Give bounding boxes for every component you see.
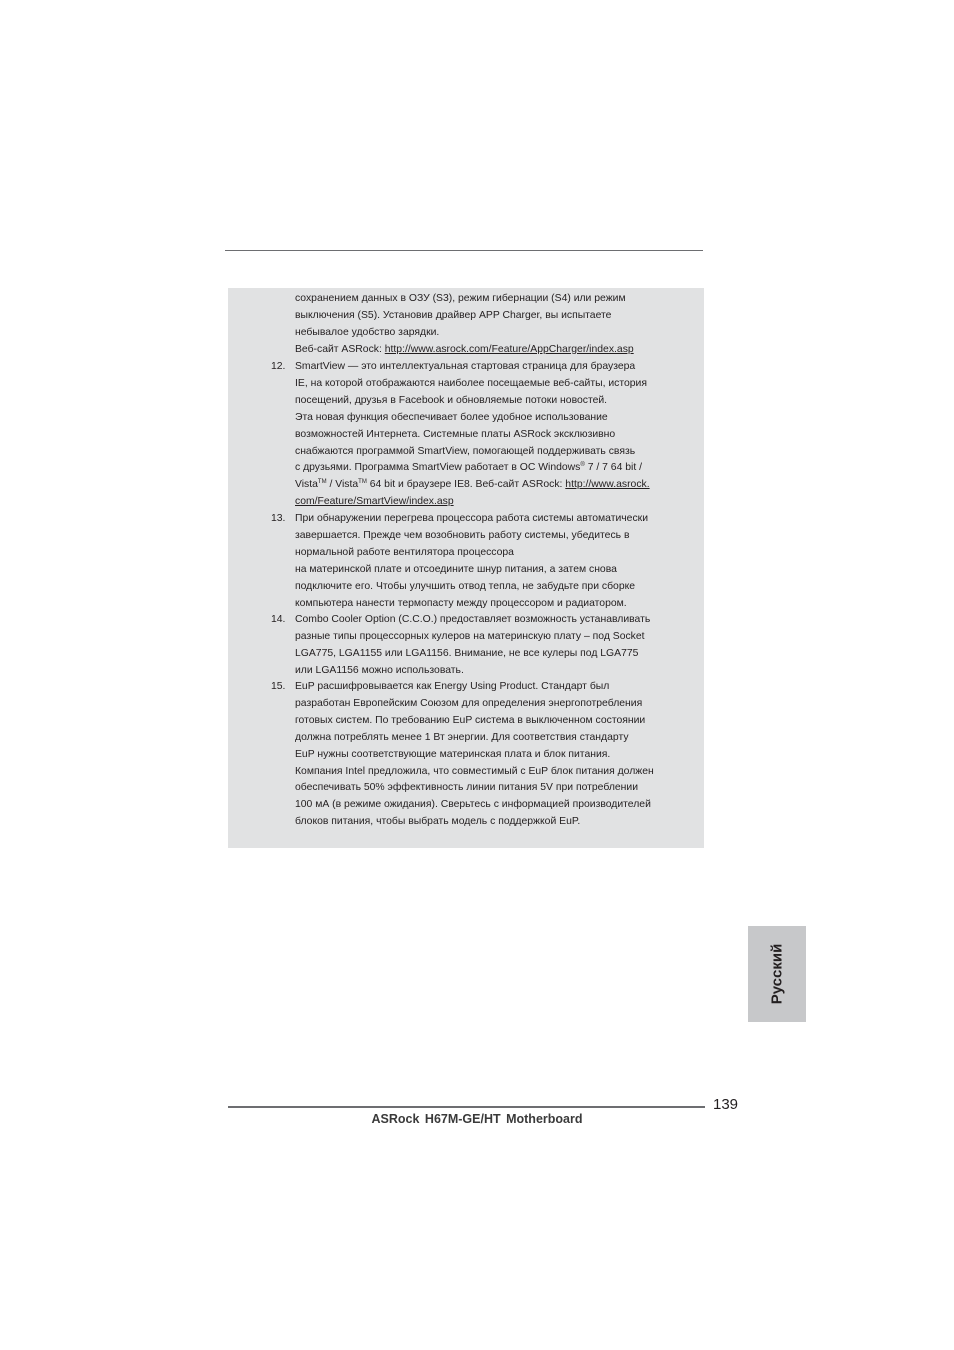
paragraph-line: IE, на которой отображаются наиболее посещаемые веб-сайты, история (295, 377, 647, 389)
item-number: 13. (271, 513, 286, 524)
appcharger-link[interactable]: http://www.asrock.com/Feature/AppCharger/index.asp (384, 343, 634, 355)
paragraph-line: небывалое удобство зарядки. (295, 326, 440, 338)
language-tab (748, 926, 806, 1022)
paragraph-line (295, 477, 650, 494)
paragraph-line: EuP расшифровывается как Energy Using Product. Стандарт был (295, 681, 610, 692)
paragraph-line: завершается. Прежде чем возобновить работу системы, убедитесь в (295, 529, 630, 541)
footer-title: ASRock H67M-GE/HT Motherboard (371, 1112, 583, 1126)
paragraph-line: или LGA1156 можно использовать. (295, 664, 464, 676)
smartview-link[interactable]: http://www.asrock. (565, 479, 650, 491)
paragraph-line: компьютера нанести термопасту между процессором и радиатором. (295, 597, 627, 609)
paragraph-line: обеспечивать 50% эффективность линии питания 5V при потреблении (295, 782, 639, 794)
text-run: 64 bit и браузере IE8. Веб-сайт ASRock: (366, 479, 566, 491)
paragraph-line: EuP нужны соответствующие материнская плата и блок питания. (295, 748, 611, 760)
text-run: 7 / 7 64 bit / (584, 462, 642, 474)
paragraph-line: Combo Cooler Option (C.C.O.) предоставляет возможность устанавливать (295, 614, 651, 625)
trademark-mark: TM (358, 479, 367, 486)
paragraph-line: сохранением данных в ОЗУ (S3), режим гибернации (S4) или режим (295, 293, 626, 304)
item-number: 12. (271, 361, 286, 372)
text-run: с друзьями. Программа SmartView работает в ОС Windows (295, 462, 581, 474)
item-text (295, 511, 648, 612)
paragraph-line: разработан Европейским Союзом для определения энергопотребления (295, 697, 643, 709)
item-text (295, 359, 650, 511)
paragraph-line: блоков питания, чтобы выбрать модель с поддержкой EuP. (295, 816, 581, 828)
paragraph-line: LGA775, LGA1155 или LGA1156. Внимание, не все кулеры под LGA775 (295, 647, 639, 659)
footer-divider (228, 1106, 705, 1108)
paragraph-line: SmartView — это интеллектуальная стартовая страница для браузера (295, 361, 636, 372)
paragraph-line: должна потреблять менее 1 Вт энергии. Для соответствия стандарту (295, 731, 629, 743)
registered-mark: ® (580, 462, 585, 469)
paragraph-line (295, 460, 650, 477)
trademark-mark: TM (317, 479, 327, 486)
paragraph-line: подключите его. Чтобы улучшить отвод тепла, не забудьте при сборке (295, 580, 636, 592)
text-run: / Vista (326, 479, 359, 491)
paragraph-line: возможностей Интернета. Системные платы ASRock эксклюзивно (295, 428, 616, 440)
page-number: 139 (713, 1096, 739, 1113)
smartview-link-continued[interactable]: com/Feature/SmartView/index.asp (295, 496, 454, 508)
item-text (295, 679, 654, 831)
language-tab-label: Русский (768, 943, 786, 1005)
paragraph-line: При обнаружении перегрева процессора работа системы автоматически (295, 513, 648, 524)
paragraph-line: Компания Intel предложила, что совместимый с EuP блок питания должен (295, 765, 654, 777)
item-text (295, 612, 650, 680)
paragraph-line: на материнской плате и отсоедините шнур питания, а затем снова (295, 563, 617, 575)
header-divider (225, 250, 703, 251)
paragraph-line: Эта новая функция обеспечивает более удобное использование (295, 411, 608, 423)
paragraph-line: нормальной работе вентилятора процессора (295, 546, 514, 558)
paragraph-line: 100 мА (в режиме ожидания). Сверьтесь с информацией производителей (295, 799, 651, 811)
item-11-continuation (295, 291, 695, 359)
text-run: Vista (295, 479, 318, 491)
item-number: 14. (271, 614, 286, 625)
paragraph-line: готовых систем. По требованию EuP система в выключенном состоянии (295, 714, 646, 726)
paragraph-line: посещений, друзья в Facebook и обновляемые потоки новостей. (295, 394, 608, 406)
website-line (295, 342, 695, 359)
paragraph-line: снабжаются программой SmartView, помогающей поддерживать связь (295, 445, 636, 457)
paragraph-line: выключения (S5). Установив драйвер APP Charger, вы испытаете (295, 309, 612, 321)
paragraph-line: разные типы процессорных кулеров на материнскую плату – под Socket (295, 630, 645, 642)
item-number: 15. (271, 681, 286, 692)
website-label: Веб-сайт ASRock: (295, 343, 385, 355)
